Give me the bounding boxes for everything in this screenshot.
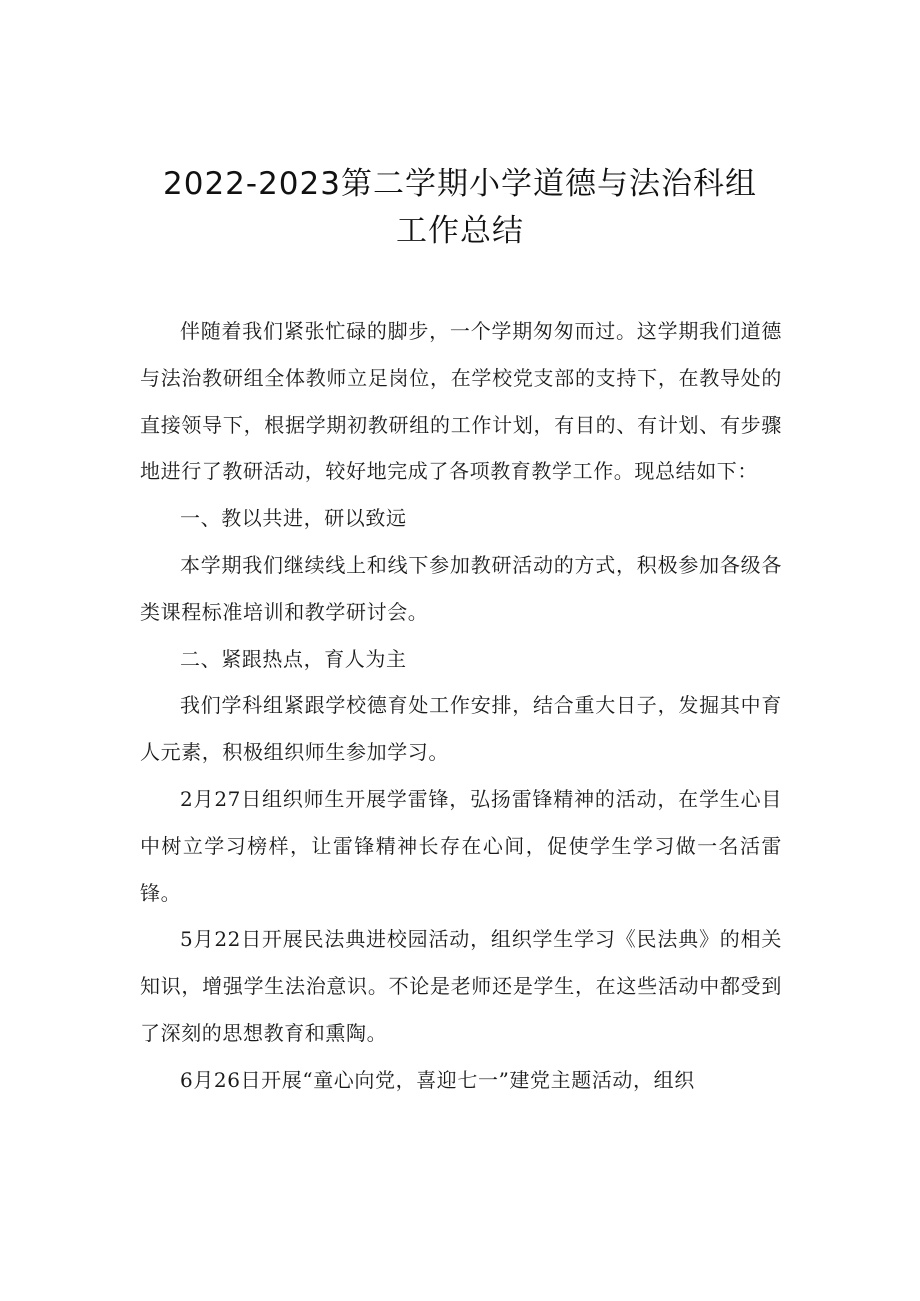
section-heading-1: 一、教以共进，研以致远	[180, 506, 407, 531]
paragraph-feb-27: 2月27日组织师生开展学雷锋，弘扬雷锋精神的活动，在学生心目中树立学习榜样，让雷锋精神长存在心间，促使学生学习做一名活雷锋。	[140, 786, 782, 905]
paragraph-jun-26: 6月26日开展“童心向党，喜迎七一”建党主题活动，组织	[180, 1067, 695, 1092]
paragraph-may-22: 5月22日开展民法典进校园活动，组织学生学习《民法典》的相关知识，增强学生法治意识。不论是老师还是学生，在这些活动中都受到了深刻的思想教育和熏陶。	[140, 927, 782, 1045]
section-heading-2: 二、紧跟热点，育人为主	[180, 646, 407, 671]
paragraph-section-1: 本学期我们继续线上和线下参加教研活动的方式，积极参加各级各类课程标准培训和教学研讨会。	[140, 552, 782, 624]
paragraph-intro: 伴随着我们紧张忙碌的脚步，一个学期匆匆而过。这学期我们道德与法治教研组全体教师立足岗位，在学校党支部的支持下，在教导处的直接领导下，根据学期初教研组的工作计划，有目的、有计划、有步骤地进行了教研活动，较好地完成了各项教育教学工作。现总结如下：	[140, 319, 782, 484]
document-body	[140, 308, 782, 1104]
document-title-line-2: 工作总结	[396, 213, 524, 249]
document-title-line-1: 2022-2023第二学期小学道德与法治科组	[163, 166, 757, 202]
paragraph-section-2: 我们学科组紧跟学校德育处工作安排，结合重大日子，发掘其中育人元素，积极组织师生参加学习。	[140, 693, 782, 765]
